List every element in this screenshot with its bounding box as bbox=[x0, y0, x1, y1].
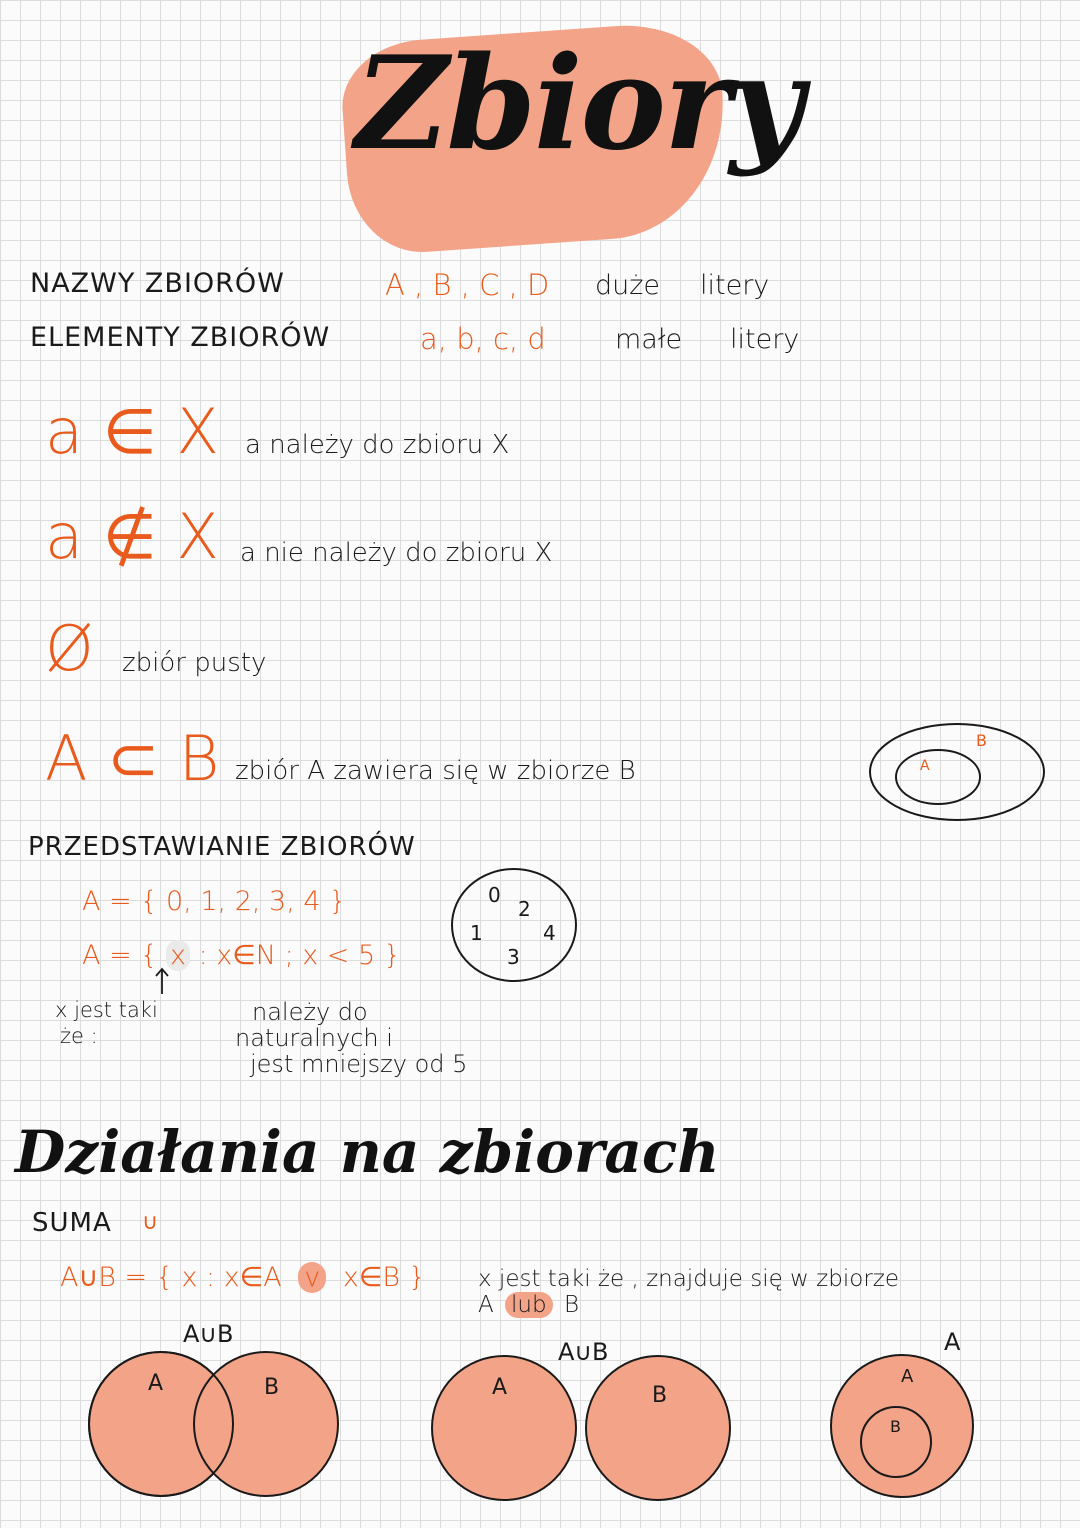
set-builder-var: x bbox=[166, 940, 190, 971]
symbol-not-belongs: a ∉ X bbox=[45, 500, 219, 573]
union-diagram-nested bbox=[826, 1322, 986, 1512]
sum-formula-end: x∈B } bbox=[342, 1262, 426, 1293]
circle-element: 3 bbox=[507, 945, 520, 969]
element-circle-diagram bbox=[450, 868, 580, 988]
names-label: NAZWY ZBIORÓW bbox=[30, 268, 285, 299]
sum-symbol: ∪ bbox=[142, 1210, 159, 1235]
set-builder-rest: : x∈N ; x < 5 } bbox=[198, 940, 401, 971]
names-letters: A , B , C , D bbox=[385, 268, 550, 302]
sum-explanation-b: B bbox=[563, 1292, 579, 1318]
subset-outer-label: B bbox=[976, 731, 987, 750]
operations-heading: Działania na zbiorach bbox=[15, 1118, 720, 1186]
meaning-subset: zbiór A zawiera się w zbiorze B bbox=[235, 756, 636, 786]
diagram-label: B bbox=[264, 1375, 280, 1400]
page-title: Zbiory bbox=[355, 29, 802, 179]
elements-desc-2: litery bbox=[730, 324, 800, 355]
sum-explanation-a: A bbox=[478, 1292, 494, 1318]
representation-label: PRZEDSTAWIANIE ZBIORÓW bbox=[28, 832, 416, 862]
circle-element: 2 bbox=[518, 897, 531, 921]
arrow-up-icon bbox=[152, 966, 172, 996]
symbol-subset: A ⊂ B bbox=[45, 722, 220, 795]
sum-explanation-1: x jest taki że , znajduje się w zbiorze bbox=[478, 1266, 899, 1292]
union-diagram-disjoint bbox=[430, 1332, 740, 1512]
note-right-2: naturalnych i bbox=[235, 1024, 393, 1052]
diagram-label: A bbox=[148, 1371, 164, 1396]
sum-formula-start: A∪B = { x : x∈A bbox=[60, 1262, 282, 1293]
diagram-caption: A∪B bbox=[183, 1320, 234, 1348]
subset-inner-label: A bbox=[920, 758, 930, 774]
sum-explanation-lub: lub bbox=[505, 1292, 553, 1318]
diagram-label: B bbox=[890, 1417, 901, 1436]
diagram-caption: A∪B bbox=[558, 1338, 609, 1366]
elements-label: ELEMENTY ZBIORÓW bbox=[30, 322, 331, 353]
elements-letters: a, b, c, d bbox=[420, 322, 546, 356]
sum-formula-or: v bbox=[298, 1262, 326, 1293]
set-builder bbox=[82, 940, 401, 971]
circle-element: 1 bbox=[470, 921, 483, 945]
diagram-caption: A bbox=[944, 1328, 961, 1356]
note-left-2: że : bbox=[60, 1024, 98, 1048]
circle-element: 0 bbox=[488, 883, 501, 907]
sum-formula bbox=[60, 1262, 426, 1293]
subset-diagram bbox=[868, 722, 1048, 822]
sum-label: SUMA bbox=[32, 1208, 112, 1238]
note-right-3: jest mniejszy od 5 bbox=[250, 1050, 468, 1078]
set-builder-prefix: A = { bbox=[82, 940, 158, 971]
diagram-label: A bbox=[492, 1375, 508, 1400]
meaning-not-belongs: a nie należy do zbioru X bbox=[240, 538, 553, 568]
diagram-label: A bbox=[901, 1366, 914, 1387]
meaning-belongs: a należy do zbioru X bbox=[245, 430, 510, 460]
symbol-belongs: a ∈ X bbox=[45, 395, 219, 468]
diagram-label: B bbox=[652, 1383, 668, 1408]
symbol-empty-set: Ø bbox=[45, 612, 94, 685]
names-desc-2: litery bbox=[700, 270, 770, 301]
elements-desc-1: małe bbox=[615, 324, 683, 355]
note-right-1: należy do bbox=[252, 998, 368, 1026]
set-enumeration: A = { 0, 1, 2, 3, 4 } bbox=[82, 886, 347, 917]
circle-element: 4 bbox=[543, 921, 556, 945]
meaning-empty-set: zbiór pusty bbox=[122, 648, 267, 678]
note-left-1: x jest taki bbox=[55, 998, 158, 1022]
sum-explanation-2 bbox=[478, 1292, 579, 1318]
union-diagram-overlapping bbox=[88, 1312, 348, 1512]
names-desc-1: duże bbox=[595, 270, 661, 301]
